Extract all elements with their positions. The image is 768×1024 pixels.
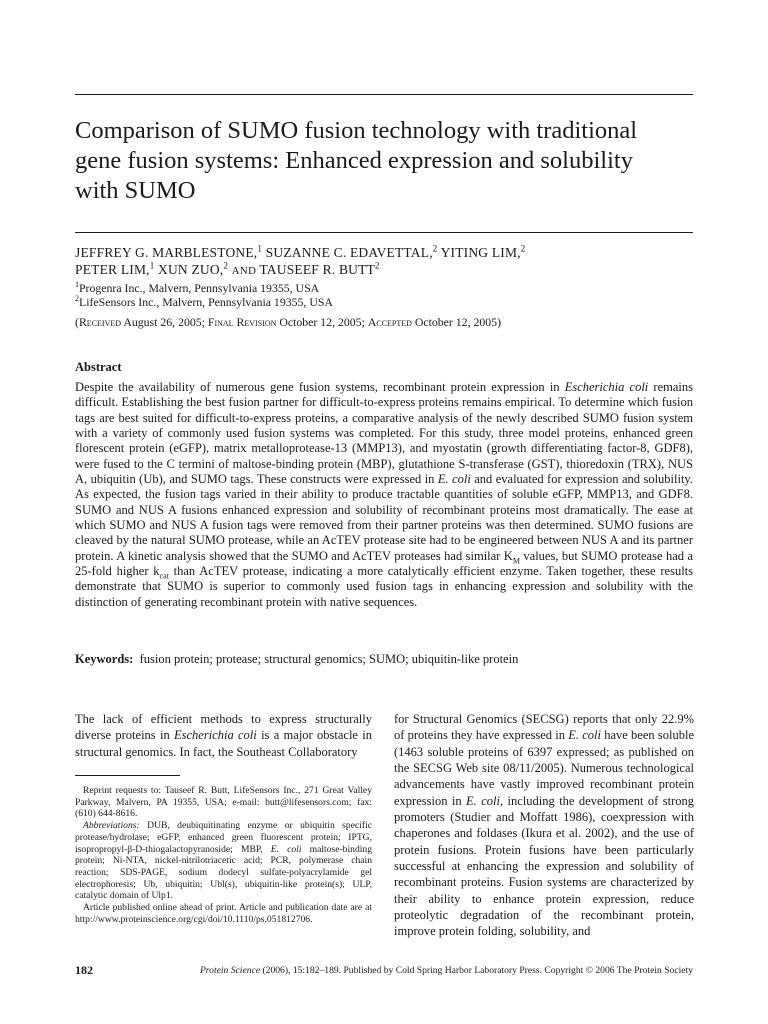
affiliation-text: Progenra Inc., Malvern, Pennsylvania 19355, USA	[79, 281, 320, 295]
abstract-subscript: M	[512, 556, 520, 566]
author-sup: 2	[432, 243, 438, 254]
accepted-label: Accepted	[367, 315, 412, 329]
abstract-italic: Escherichia coli	[564, 380, 649, 394]
footnote-abbreviations	[75, 820, 372, 902]
accepted-date: October 12, 2005)	[414, 315, 502, 329]
body-text: is a major obstacle in structural genomics. In fact, the Southeast Collaboratory	[75, 728, 372, 759]
journal-name: Protein Science	[199, 965, 261, 976]
body-italic: E. coli	[466, 793, 500, 808]
keywords-text: fusion protein; protease; structural genomics; SUMO; ubiquitin-like protein	[139, 652, 519, 666]
abstract-text	[75, 380, 693, 610]
author-sup: 2	[375, 260, 380, 271]
submission-dates: (Received August 26, 2005; Final Revision October 12, 2005; Accepted October 12, 2005)	[75, 315, 502, 329]
page-number: 182	[75, 963, 93, 977]
affiliation-1	[75, 281, 695, 295]
abstract-subscript: cat	[159, 571, 169, 581]
abbreviations-label: Abbreviations:	[83, 820, 140, 832]
author-sup: 1	[149, 260, 155, 271]
body-right-column	[394, 711, 694, 940]
body-italic: E. coli	[568, 728, 601, 743]
body-left-column	[75, 711, 372, 760]
abstract-part: Despite the availability of numerous gene fusion systems, recombinant protein expression in	[75, 380, 565, 394]
body-text: , including the development of strong promoters (Studier and Moffatt 1986), coexpression with chaperones and foldases (Ikura et al. 2002), and the use of protein fusions. Protein fusions have been particularly successful at enhancing the expression and solubility of recombinant proteins. Fusion systems are characterized by their ability to enhance protein expression, reduce proteolytic degradation of the recombinant protein, improve protein folding, solubility, and	[394, 793, 694, 939]
article-title: Comparison of SUMO fusion technology with traditional gene fusion systems: Enhanced expression and solubility with SUMO	[75, 117, 638, 204]
author-list	[75, 244, 695, 280]
abstract-italic: E. coli	[437, 472, 471, 487]
author-name: PETER LIM,	[75, 262, 150, 277]
abstract-part: and evaluated for expression and solubility. As expected, the fusion tags varied in their ability to produce tractable quantities of soluble eGFP, MMP13, and GDF8. SUMO and NUS A fusions enhanced expression and solubility of recombinant proteins most dramatically. The ease at which SUMO and NUS A fusion tags were removed from their partner proteins was then determined. SUMO fusions are cleaved by the natural SUMO protease, while an AcTEV protease site had to be engineered between NUS A and its partner protein. A kinetic analysis showed that the SUMO and AcTEV proteases had similar K	[75, 472, 693, 563]
affiliation-sup: 2	[75, 294, 79, 304]
affiliation-sup: 1	[75, 280, 79, 290]
author-name: YITING LIM,	[440, 245, 521, 260]
author-and: AND	[231, 265, 257, 277]
revision-label: Final Revision	[207, 315, 277, 329]
footnote-rule	[75, 775, 180, 776]
author-sup: 2	[223, 260, 229, 271]
received-date: August 26, 2005;	[123, 315, 205, 329]
body-text: have been soluble (1463 soluble proteins of 6397 expressed; as published on the SECSG Web site 08/11/2005). Numerous technological advancements have vastly improved recombinant protein expression in	[394, 728, 694, 808]
abbreviations-text: DUB, deubiquitinating enzyme or ubiquitin specific protease/hydrolase; eGFP, enhanced green fluorescent protein; IPTG, isopropropyl-β-D-thiogalactopyranoside; MBP,	[75, 820, 372, 855]
author-name: SUZANNE C. EDAVETTAL,	[265, 245, 433, 260]
abbreviations-italic: E. coli	[270, 843, 302, 855]
journal-citation	[200, 965, 693, 976]
received-label: Received	[78, 315, 122, 329]
abstract-part: than AcTEV protease, indicating a more catalytically efficient enzyme. Taken together, these results demonstrate that SUMO is superior to commonly used fusion tags in enhancing expression and solubility with the distinction of generating recombinant protein with native sequences.	[75, 564, 693, 609]
footnotes	[75, 785, 372, 925]
abstract-part: values, but SUMO protease had a 25-fold higher k	[75, 548, 693, 579]
author-name: XUN ZUO,	[158, 262, 224, 277]
author-name: JEFFREY G. MARBLESTONE,	[75, 245, 258, 260]
body-text: for Structural Genomics (SECSG) reports that only 22.9% of proteins they have expressed in	[394, 712, 694, 743]
keywords	[75, 652, 693, 667]
top-rule	[75, 94, 693, 95]
abstract-part: remains difficult. Establishing the best fusion partner for difficult-to-express proteins remains empirical. To determine which fusion tags are best suited for difficult-to-express proteins, a comparative analysis of the newly described SUMO fusion system with a variety of commonly used fusion systems was completed. For this study, three model proteins, enhanced green florescent protein (eGFP), matrix metalloprotease-13 (MMP13), and myostatin (growth differentiating factor-8, GDF8), were fused to the C termini of maltose-binding protein (MBP), glutathione S-transferase (GST), thioredoxin (TRX), NUS A, ubiquitin (Ub), and SUMO tags. These constructs were expressed in	[75, 380, 693, 487]
author-sup: 2	[520, 243, 526, 254]
author-sup: 1	[257, 243, 263, 254]
affiliation-text: LifeSensors Inc., Malvern, Pennsylvania 19355, USA	[79, 295, 333, 309]
body-italic: Escherichia coli	[174, 728, 257, 743]
body-text: The lack of efficient methods to express structurally diverse proteins in	[75, 712, 372, 743]
citation-text: (2006), 15:182–189. Published by Cold Spring Harbor Laboratory Press. Copyright © 2006 The Protein Society	[260, 965, 693, 976]
footnote-reprint: Reprint requests to: Tauseef R. Butt, LifeSensors Inc., 271 Great Valley Parkway, Malvern, PA 19355, USA; e-mail: butt@lifesensors.com; fax: (610) 644-8616.	[75, 785, 372, 820]
title-rule	[75, 232, 693, 233]
footnote-published: Article published online ahead of print. Article and publication date are at http://www.proteinscience.org/cgi/doi/10.1110/ps.051812706.	[75, 902, 372, 925]
revision-date: October 12, 2005;	[279, 315, 365, 329]
keywords-label: Keywords:	[75, 652, 134, 666]
abstract-heading: Abstract	[75, 360, 122, 374]
author-name: TAUSEEF R. BUTT	[259, 262, 375, 277]
affiliation-2	[75, 295, 695, 309]
abbreviations-text: maltose-binding protein; Ni-NTA, nickel-nitrilotriacetic acid; PCR, polymerase chain reaction; SDS-PAGE, sodium dodecyl sulfate-polyacrylamide gel electrophoresis; Ub, ubiquitin; Ubl(s), ubiquitin-like protein(s); ULP, catalytic domain of Ulp1.	[75, 843, 372, 902]
